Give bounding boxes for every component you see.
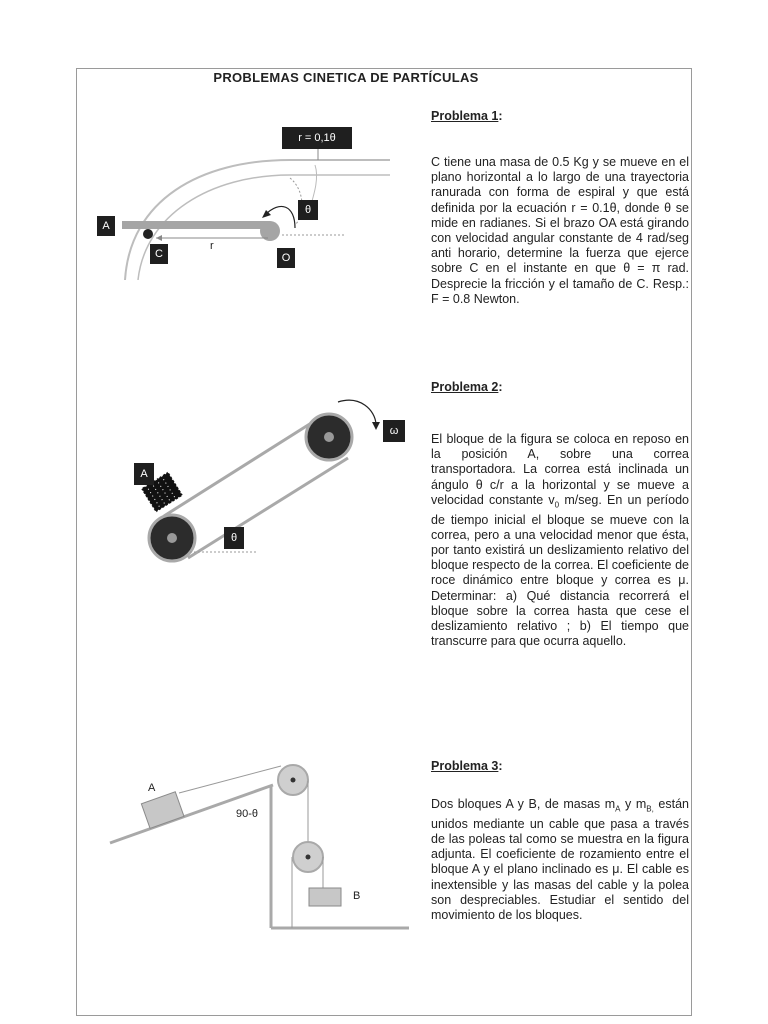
- problem-2-text: El bloque de la figura se coloca en reposo en la posición A, sobre una correa transportadora. La correa está inclinada un ángulo θ c/r a la horizontal y se mueve a velocidad constante $v_0$ m/seg. En un período de tiempo inicial el bloque se mueve con la correa, pero a una velocidad menor que ésta, por tanto existirá un deslizamiento relativo del bloque respecto de la correa. El coeficiente de roce dinámico entre bloque y correa es μ. Determinar: a) Qué distancia recorrerá el bloque sobre la correa hasta que cese el deslizamiento relativo ; b) El tiempo que transcurre para que ocurra aquello.: [431, 432, 690, 649]
- problem-3-title: Problema 3:: [431, 759, 503, 773]
- block-a-3: [141, 792, 184, 829]
- particle-c: [143, 229, 153, 239]
- label-o: O: [277, 248, 295, 268]
- arm-oa: [122, 221, 270, 229]
- problem-1-title: Problema 1:: [431, 109, 503, 123]
- label-a-3: A: [148, 782, 156, 794]
- label-c: C: [150, 244, 168, 264]
- label-b-3: B: [353, 890, 361, 902]
- equation-label: r = 0,1θ: [282, 127, 352, 149]
- label-r: r: [210, 240, 214, 252]
- figure-problem-1: [90, 120, 420, 280]
- problem-3-text: Dos bloques A y B, de masas $m_A$ y $m_{B,}$ están unidos mediante un cable que pasa a través de las poleas tal como se muestra en la figura adjunta. El coeficiente de rozamiento entre el bloque A y el plano inclinado es μ. El cable es inextensible y las masas del cable y la polea son despreciables. Estudiar el sentido del movimiento de los bloques.: [431, 797, 689, 922]
- problem-2-title: Problema 2:: [431, 380, 503, 394]
- label-a: A: [97, 216, 115, 236]
- label-angle: 90-θ: [236, 808, 259, 820]
- document-title: PROBLEMAS CINETICA DE PARTÍCULAS: [213, 70, 479, 85]
- problem-1-text: C tiene una masa de 0.5 Kg y se mueve en el plano horizontal a lo largo de una trayectoria ranurada con forma de espiral y que está definida por la ecuación r = 0.1θ, donde θ se mide en radianes. Si el brazo OA está girando con velocidad angular constante de 4 rad/seg anti horario, determine la fuerza que ejerce sobre C en el instante en que θ = π rad. Desprecie la fricción y el tamaño de C. Resp.: F = 0.8 Newton.: [431, 155, 689, 306]
- label-block-a: A: [134, 463, 154, 485]
- label-omega: ω: [383, 420, 405, 442]
- label-theta: θ: [298, 200, 318, 220]
- block-b: [309, 888, 341, 906]
- figure-problem-2: [130, 390, 420, 570]
- label-theta-2: θ: [224, 527, 244, 549]
